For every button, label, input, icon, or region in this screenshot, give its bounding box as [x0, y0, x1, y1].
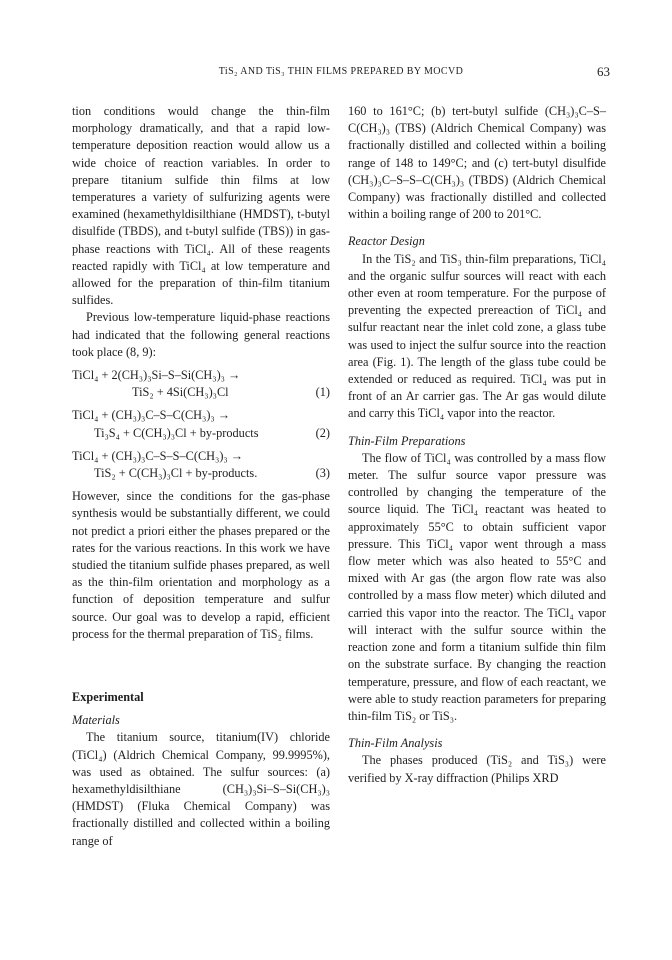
body-paragraph: However, since the conditions for the gas-phase synthesis would be substantially different, we could not predict a priori either the phases prepared or the rates for the various reactions. In this work we have studied the titanium sulfide phases prepared, as well as the thin-film orientation and morphology as a function of deposition temperature and sulfur source. Our goal was to develop a rapid, efficient process for the thermal preparation of TiS₂ films. — [72, 489, 330, 641]
page-number: 63 — [597, 64, 610, 79]
equation-1-line-2 — [72, 384, 330, 401]
equation-3-number: (3) — [315, 465, 330, 480]
subheading-reactor-design: Reactor Design — [348, 234, 425, 249]
left-column — [72, 103, 330, 850]
section-heading-experimental: Experimental — [72, 690, 144, 704]
body-paragraph: The flow of TiCl₄ was controlled by a mass flow meter. The sulfur source vapor pressure was controlled by changing the temperature of the source liquid. The TiCl₄ reactant was heated to approximately 55°C to obtain sufficient vapor pressure. This TiCl₄ vapor went through a mass flow meter which was also heated to 55°C and mixed with Ar gas (the argon flow rate was also controlled by a mass flow meter) which diluted and carried this vapor into the reactor. The TiCl₄ vapor will interact with the sulfur source within the reaction zone and form a titanium sulfide thin film on the substrate surface. By changing the reaction temperature, pressure, and flow of each reactant, we were able to study reaction parameters for preparing thin-film TiS₂ or TiS₃. — [348, 450, 606, 723]
body-paragraph: The titanium source, titanium(IV) chloride (TiCl₄) (Aldrich Chemical Company, 99.9995%), was used as obtained. The sulfur sources: (a) hexamethyldisilthiane (CH₃)₃Si–S–Si(CH₃)₃ (HMDST) (Fluka Chemical Company) was fractionally distilled and collected within a boiling range of — [72, 730, 330, 848]
equation-1-line-1: TiCl₄ + 2(CH₃)₃Si–S–Si(CH₃)₃ → — [72, 368, 241, 383]
body-paragraph: tion conditions would change the thin-film morphology dramatically, and that a rapid low-temperature deposition reaction would allow us a wide choice of reaction variables. In order to prepare titanium sulfide thin films at low temperatures a variety of sulfurizing agents were examined (hexamethyldisilthiane (HMDST), t-butyl disulfide (TBDS), and t-butyl sulfide (TBS)) in gas-phase reactions with TiCl₄. All of these reagents reacted rapidly with TiCl₄ at low temperature and allowed for the preparation of thin-film titanium sulfides. — [72, 104, 330, 308]
equation-2-product: Ti₃S₄ + C(CH₃)₃Cl + by-products — [94, 425, 259, 440]
body-paragraph: In the TiS₂ and TiS₃ thin-film preparations, TiCl₄ and the organic sulfur sources will react with each other even at room temperature. For the purpose of preventing the expected prereaction of TiCl₄ and sulfur reactant near the inlet cold zone, a glass tube was used to inject the sulfur source into the reaction area (Fig. 1). The length of the glass tube could be extended or reduced as required. TiCl₄ was put in front of an Ar carrier gas. The Ar gas would dilute and carry this TiCl₄ vapor into the reactor. — [348, 251, 606, 421]
right-column — [348, 103, 606, 787]
body-paragraph: Previous low-temperature liquid-phase reactions had indicated that the following general reactions took place (8, 9): — [72, 310, 330, 359]
page-header — [72, 66, 610, 82]
subheading-thin-film-preparations: Thin-Film Preparations — [348, 433, 466, 448]
equation-1-product: TiS₂ + 4Si(CH₃)₃Cl — [132, 385, 229, 400]
equation-3-product: TiS₂ + C(CH₃)₃Cl + by-products. — [94, 465, 258, 480]
equation-3-line-1: TiCl₄ + (CH₃)₃C–S–S–C(CH₃)₃ → — [72, 448, 244, 463]
equation-3-line-2 — [72, 465, 330, 482]
equation-2-number: (2) — [315, 425, 330, 440]
equation-2-line-1: TiCl₄ + (CH₃)₃C–S–C(CH₃)₃ → — [72, 408, 231, 423]
equation-1-number: (1) — [315, 385, 330, 400]
body-paragraph: 160 to 161°C; (b) tert-butyl sulfide (CH₃)₃C–S–C(CH₃)₃ (TBS) (Aldrich Chemical Company) was fractionally distilled and collected within a boiling range of 148 to 149°C; and (c) tert-butyl disulfide (CH₃)₃C–S–S–C(CH₃)₃ (TBDS) (Aldrich Chemical Company) was fractionally distilled and collected within a boiling range of 200 to 201°C. — [348, 104, 606, 222]
subheading-thin-film-analysis: Thin-Film Analysis — [348, 736, 443, 751]
running-head: TiS₂ AND TiS₃ THIN FILMS PREPARED BY MOCVD — [218, 66, 464, 77]
body-paragraph: The phases produced (TiS₂ and TiS₃) were verified by X-ray diffraction (Philips XRD — [348, 753, 606, 785]
subheading-materials: Materials — [72, 713, 120, 728]
equation-2-line-2 — [72, 425, 330, 442]
